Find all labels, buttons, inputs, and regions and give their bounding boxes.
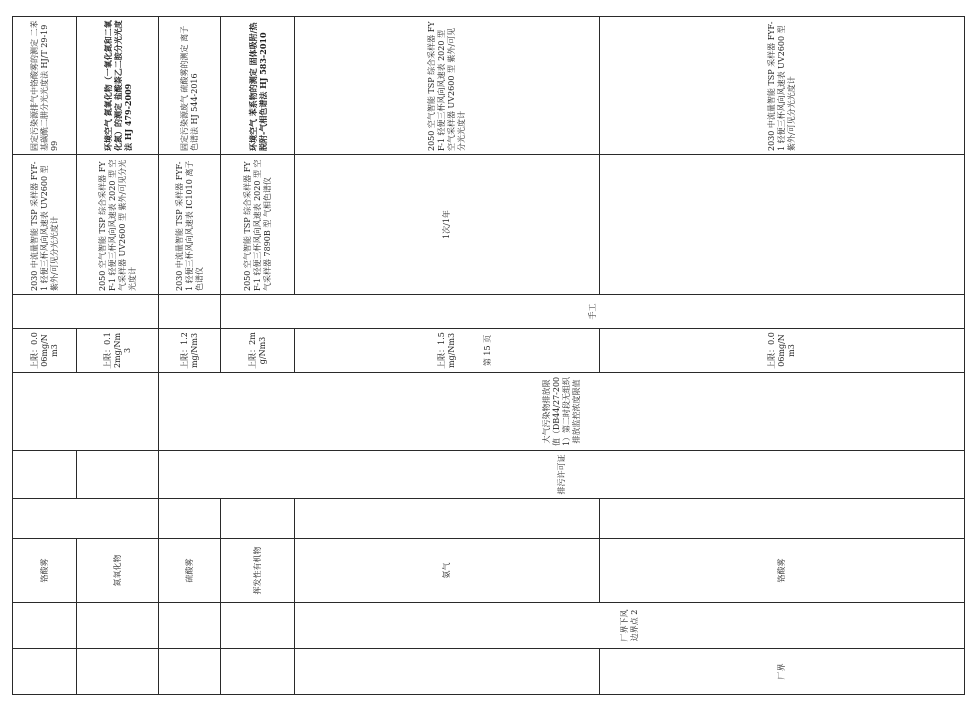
point-cell — [13, 603, 77, 649]
limit-cell: 上限：2mg/Nm3 — [221, 329, 295, 373]
pollutant-cell: 硫酸雾 — [159, 539, 221, 603]
freq-cell — [13, 295, 159, 329]
blank-cell — [600, 499, 965, 539]
instrument-cell: 2030 中流量智能 TSP 采样器 FYF-1 轻便三杯风向风速表 UV2600 型 紫外/可见分光光度计 — [600, 17, 965, 155]
freq-cell — [600, 155, 965, 295]
instrument-cell: 2030 中流量智能 TSP 采样器 FYF-1 轻便三杯风向风速表 UV2600 型 紫外/可见分光光度计 — [13, 155, 77, 295]
instrument-cell: 2050 空气智能 TSP 综合采样器 FYF-1 轻便三杯风向风速表 2020 型 空气采样器 UV2600 型 紫外/可见分光光度计 — [295, 17, 600, 155]
site-cell — [13, 649, 77, 695]
table-row — [159, 17, 221, 695]
pollutant-cell: 铬酸雾 — [600, 539, 965, 603]
limit-cell: 上限：0.12mg/Nm3 — [77, 329, 159, 373]
blank-cell — [13, 451, 77, 499]
manual-cell: 手工 — [221, 295, 965, 329]
pollutant-cell: 氮氧化物 — [77, 539, 159, 603]
point-cell — [221, 603, 295, 649]
blank-cell — [77, 451, 159, 499]
pollutant-cell: 挥发性有机物 — [221, 539, 295, 603]
instrument-cell: 2050 空气智能 TSP 综合采样器 FYF-1 轻便三杯风向风速表 2020 型 空气采样器 7890B 型 气相色谱仪 — [221, 155, 295, 295]
limit-cell: 上限：0.006mg/Nm3 — [13, 329, 77, 373]
table-row — [295, 17, 600, 695]
point-cell: 厂界下风边界点 2 — [295, 603, 965, 649]
point-cell — [159, 603, 221, 649]
method-cell: 环境空气 苯系物的测定 固体吸附/热脱附-气相色谱法 HJ 583-2010 — [221, 17, 295, 155]
page-number: 第 15 页 — [483, 334, 493, 367]
table-row — [221, 17, 295, 695]
limit-cell: 上限：1.5mg/Nm3 — [295, 329, 600, 373]
permit-cell: 排污许可证 — [159, 451, 965, 499]
blank-cell — [159, 499, 221, 539]
site-cell — [221, 649, 295, 695]
site-cell — [77, 649, 159, 695]
blank-cell — [221, 499, 295, 539]
pollutant-cell: 铬酸雾 — [13, 539, 77, 603]
freq-cell — [159, 295, 221, 329]
blank-cell — [13, 499, 159, 539]
limit-cell: 上限：0.006mg/Nm3 — [600, 329, 965, 373]
standard-cell: 大气污染物排放限值（DB44/27-2001）第二时段无组织排放监控浓度限值 — [159, 373, 965, 451]
site-cell — [295, 649, 600, 695]
blank-cell — [13, 373, 159, 451]
freq-cell: 1次/1年 — [295, 155, 600, 295]
blank-cell — [295, 499, 600, 539]
limit-cell: 上限：1.2mg/Nm3 — [159, 329, 221, 373]
method-cell: 固定污染源废气 硫酸雾的测定 离子色谱法 HJ 544-2016 — [159, 17, 221, 155]
site-cell: 厂界 — [600, 649, 965, 695]
method-cell: 环境空气 氮氧化物（一氧化氮和二氧化氮）的测定 盐酸萘乙二胺分光光度法 HJ 479-2009 — [77, 17, 159, 155]
table-row — [600, 17, 965, 695]
method-cell: 固定污染源排气中铬酸雾的测定 二苯基碳酰二肼分光光度法 HJ/T 29-1999 — [13, 17, 77, 155]
table-row — [13, 17, 77, 695]
pollutant-cell: 氨气 — [295, 539, 600, 603]
table-row — [77, 17, 159, 695]
instrument-cell: 2030 中流量智能 TSP 采样器 FYF-1 轻便三杯风向风速表 IC1010 离子色谱仪 — [159, 155, 221, 295]
site-cell — [159, 649, 221, 695]
point-cell — [77, 603, 159, 649]
instrument-cell: 2050 空气智能 TSP 综合采样器 FYF-1 轻便三杯风向风速表 2020 型 空气采样器 UV2600 型 紫外/可见分光光度计 — [77, 155, 159, 295]
